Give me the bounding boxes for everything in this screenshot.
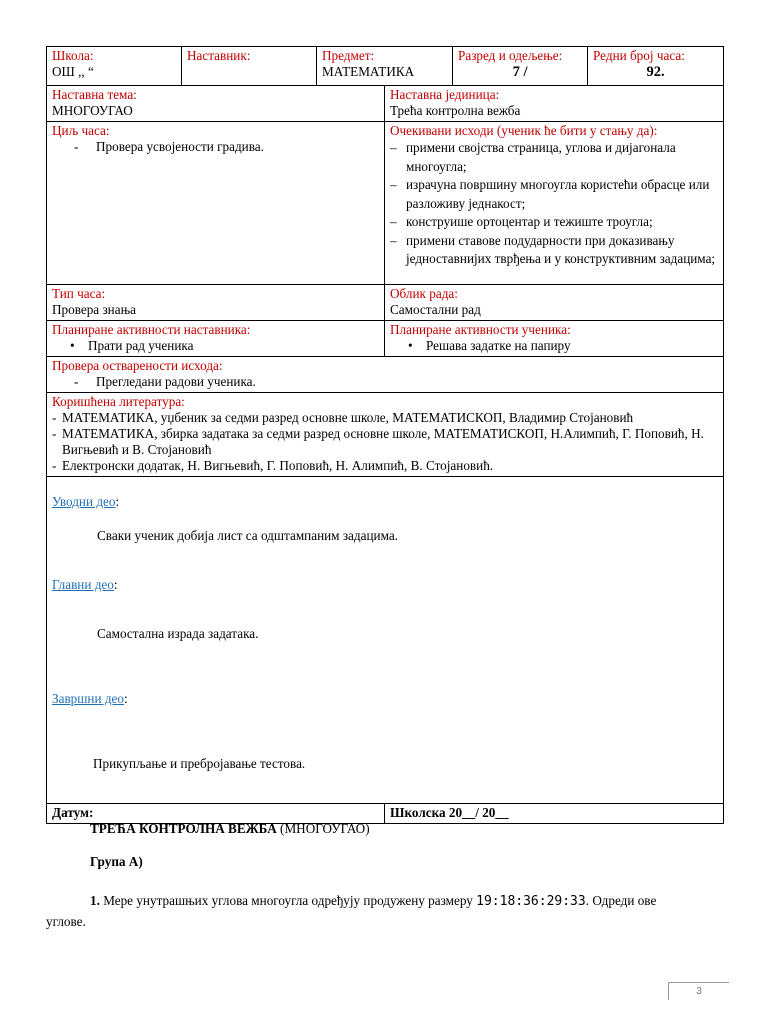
literature-row <box>47 393 724 477</box>
lesson-type-label: Тип часа: <box>52 286 106 301</box>
school-year-cell: Школска 20__/ 20__ <box>385 804 724 824</box>
main-heading: Главни део: <box>52 577 118 592</box>
date-cell: Датум: <box>47 804 385 824</box>
student-activities-cell <box>385 321 724 357</box>
subject-label: Предмет: <box>322 48 375 63</box>
goal-item: - Провера усвојености градива. <box>52 139 379 155</box>
outcome-check-item: - Прегледани радови ученика. <box>52 374 718 390</box>
subject-cell <box>317 47 453 86</box>
final-heading: Завршни део: <box>52 691 128 706</box>
teacher-activities-label: Планиране активности наставника: <box>52 322 251 337</box>
work-form-label: Облик рада: <box>390 286 458 301</box>
teacher-label: Наставник: <box>187 48 251 63</box>
lesson-type-cell <box>47 285 385 321</box>
grade-cell <box>453 47 588 86</box>
unit-value: Трећа контролна вежба <box>390 103 521 118</box>
goal-row <box>47 122 724 285</box>
school-value: ОШ ,, “ <box>52 64 94 79</box>
unit-cell <box>385 86 724 122</box>
outcome-item: – примени ставове подударности при доказивању једноставнијих тврђења и у конструктивним задацима; <box>390 232 718 269</box>
intro-text: Сваки ученик добија лист са одштампаним задацима. <box>97 528 398 543</box>
test-group: Група А) <box>90 854 143 869</box>
lesson-type-value: Провера знања <box>52 302 136 317</box>
lesson-number-value: 92. <box>646 64 665 80</box>
final-text: Прикупљање и пребројавање тестова. <box>93 756 306 771</box>
main-text: Самостална израда задатака. <box>97 626 259 641</box>
header-row <box>47 47 724 86</box>
school-label: Школа: <box>52 48 94 63</box>
literature-label: Коришћена литература: <box>52 394 185 409</box>
student-activity-item: • Решава задатке на папиру <box>390 338 718 354</box>
literature-item: - МАТЕМАТИКА, збирка задатака за седми разред основне школе, МАТЕМАТИСКОП, Н.Алимпић, Г. Поповић, Н. Вигњевић и В. Стојановић <box>52 426 718 458</box>
subject-value: МАТЕМАТИКА <box>322 64 415 79</box>
lesson-number-label: Редни број часа: <box>593 48 685 63</box>
task-1-continuation: углове. <box>46 914 86 929</box>
literature-item: - Електронски додатак, Н. Вигњевић, Г. Поповић, Н. Алимпић, В. Стојановић. <box>52 458 718 474</box>
outcome-item: – конструише ортоцентар и тежиште троугла; <box>390 213 718 232</box>
teacher-activities-cell <box>47 321 385 357</box>
unit-label: Наставна јединица: <box>390 87 500 102</box>
lesson-plan-table <box>46 46 724 824</box>
test-title: ТРЕЋА КОНТРОЛНА ВЕЖБА (МНОГОУГАО) <box>90 821 370 836</box>
literature-cell <box>47 393 724 477</box>
teacher-cell <box>182 47 317 86</box>
topic-cell <box>47 86 385 122</box>
lesson-number-cell <box>588 47 724 86</box>
activities-row <box>47 321 724 357</box>
type-row <box>47 285 724 321</box>
outcomes-cell <box>385 122 724 285</box>
work-form-cell <box>385 285 724 321</box>
page-number: 3 <box>668 982 729 1000</box>
goal-label: Циљ часа: <box>52 123 110 138</box>
work-form-value: Самостални рад <box>390 302 481 317</box>
lesson-flow-cell <box>47 477 724 804</box>
topic-row <box>47 86 724 122</box>
outcomes-label: Очекивани исходи (ученик ће бити у стању да): <box>390 123 658 138</box>
outcome-item: – примени својства страница, углова и дијагонала многоугла; <box>390 139 718 176</box>
school-cell <box>47 47 182 86</box>
outcome-item: – израчуна површину многоугла користећи обрасце или разложиву једнакост; <box>390 176 718 213</box>
ratio-formula: 19:18:36:29:33 <box>476 894 586 909</box>
topic-value: МНОГОУГАО <box>52 103 133 118</box>
teacher-activity-item: • Прати рад ученика <box>52 338 379 354</box>
outcome-check-label: Провера остварености исхода: <box>52 358 223 373</box>
topic-label: Наставна тема: <box>52 87 137 102</box>
intro-heading: Уводни део: <box>52 494 120 509</box>
goal-cell <box>47 122 385 285</box>
literature-item: - МАТЕМАТИКА, уџбеник за седми разред основне школе, МАТЕМАТИСКОП, Владимир Стојановић <box>52 410 718 426</box>
grade-label: Разред и одељење: <box>458 48 563 63</box>
lesson-flow-row <box>47 477 724 804</box>
student-activities-label: Планиране активности ученика: <box>390 322 571 337</box>
outcome-check-row <box>47 357 724 393</box>
grade-value: 7 / <box>512 64 528 80</box>
outcome-check-cell <box>47 357 724 393</box>
task-1: 1. Мере унутрашњих углова многоугла одређују продужену размеру 19:18:36:29:33. Одреди ове <box>90 893 657 909</box>
